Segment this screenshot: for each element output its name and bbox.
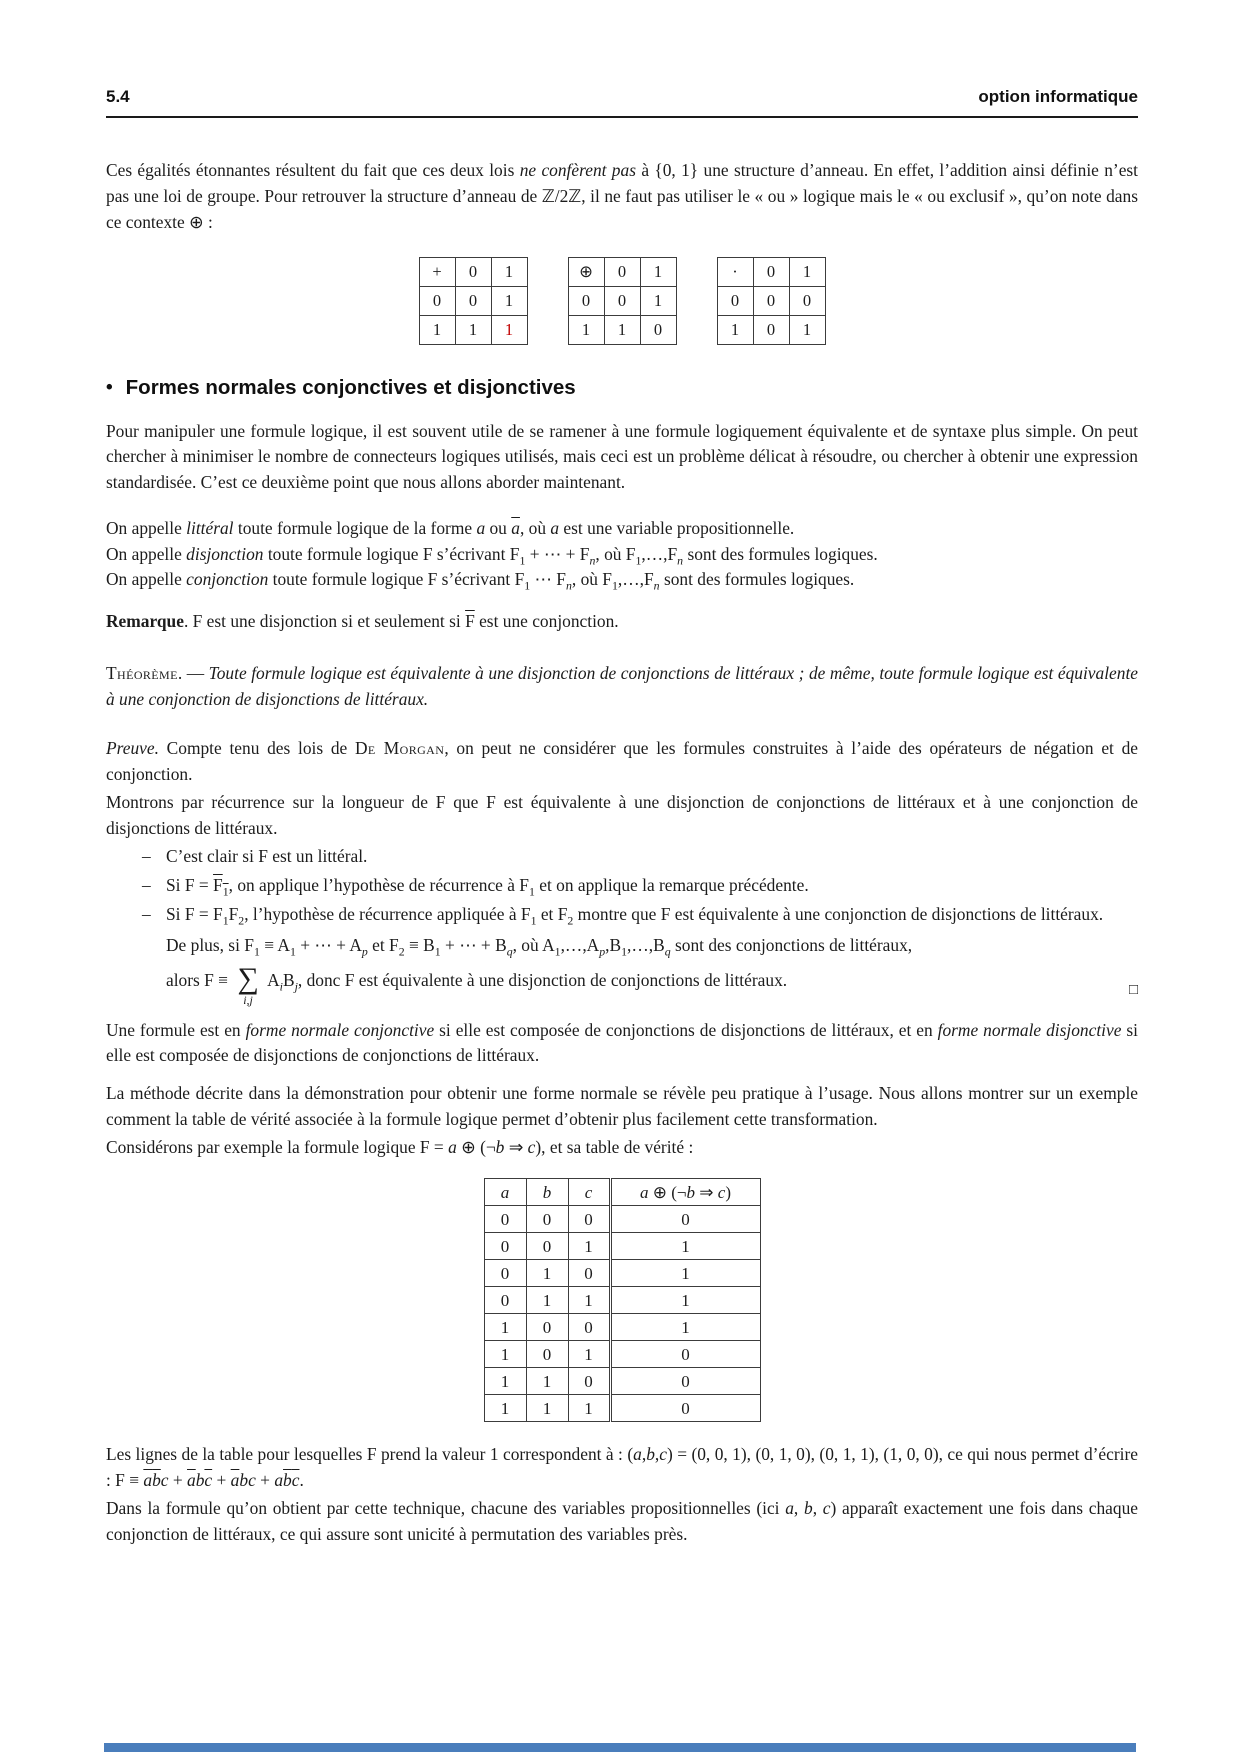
table-cell: 0 bbox=[484, 1206, 526, 1233]
definition-conjonction: On appelle conjonction toute formule logique F s’écrivant $F_1$ ⋯ $F_n$, où $F_1,\dots,F_n$ sont des formules logiques. bbox=[106, 569, 855, 593]
table-row bbox=[484, 1260, 760, 1287]
table-cell: 1 bbox=[610, 1233, 760, 1260]
table-cell: 0 bbox=[455, 258, 491, 287]
dash-icon: – bbox=[142, 875, 151, 896]
table-cell: 0 bbox=[526, 1341, 568, 1368]
list-item bbox=[142, 902, 1138, 928]
table-cell: 0 bbox=[568, 1206, 610, 1233]
qed-symbol: □ bbox=[1128, 982, 1138, 999]
dash-icon: – bbox=[142, 903, 151, 924]
definition-litteral: On appelle littéral toute formule logique de la forme a ou $\overline{a}$, où a est une variable propositionnelle. bbox=[106, 517, 795, 538]
list-item bbox=[142, 873, 1138, 899]
table-cell: 0 bbox=[568, 1260, 610, 1287]
table-row bbox=[568, 316, 676, 345]
table-cell: 1 bbox=[568, 1287, 610, 1314]
truth-table-header-row bbox=[484, 1179, 760, 1206]
table-cell: 1 bbox=[419, 316, 455, 345]
section-heading bbox=[106, 373, 1138, 403]
table-cell: 0 bbox=[789, 287, 825, 316]
table-cell: + bbox=[419, 258, 455, 287]
table-row bbox=[484, 1395, 760, 1422]
table-cell: 1 bbox=[610, 1314, 760, 1341]
table-body bbox=[717, 258, 825, 345]
table-cell: 0 bbox=[604, 287, 640, 316]
table-row bbox=[419, 258, 527, 287]
table-cell: 0 bbox=[484, 1287, 526, 1314]
table-row bbox=[568, 287, 676, 316]
table-cell: 0 bbox=[568, 1314, 610, 1341]
method-paragraph: La méthode décrite dans la démonstration pour obtenir une forme normale se révèle peu pratique à l’usage. Nous allons montrer sur un exemple comment la table de vérité associée à la formule logique permet d’obtenir plus facilement cette transformation. bbox=[106, 1083, 1138, 1129]
header-title: option informatique bbox=[978, 87, 1138, 106]
table-cell: 0 bbox=[610, 1395, 760, 1422]
table-row bbox=[484, 1233, 760, 1260]
table-row bbox=[717, 316, 825, 345]
footer-bar bbox=[104, 1743, 1136, 1752]
conclusion-formula: Les lignes de la table pour lesquelles F prend la valeur 1 correspondent à : (a,b,c) = (0, 0, 1), (0, 1, 0), (0, 1, 1), (1, 0, 0), ce qui nous permet d’écrire : $F \equiv \overline{a}\overline{b}c + \overline{a}b\overline{c} + \overline{a}bc + a\overline{b}\overline{c}$. bbox=[106, 1444, 1138, 1491]
table-cell: 0 bbox=[526, 1233, 568, 1260]
table-body bbox=[484, 1206, 760, 1422]
table-body bbox=[419, 258, 527, 345]
table-cell: 0 bbox=[419, 287, 455, 316]
table-cell: 1 bbox=[604, 316, 640, 345]
table-cell: 1 bbox=[789, 316, 825, 345]
table-row bbox=[484, 1287, 760, 1314]
table-row bbox=[484, 1368, 760, 1395]
list-item bbox=[142, 844, 1138, 870]
table-cell: 1 bbox=[526, 1368, 568, 1395]
normal-forms-definition: Une formule est en forme normale conjonctive si elle est composée de conjonctions de disjonctions de littéraux, et en forme normale disjonctive si elle est composée de disjonctions de conjonctions de littéraux. bbox=[106, 1019, 1138, 1066]
table-cell: 0 bbox=[610, 1368, 760, 1395]
dash-icon: – bbox=[142, 846, 151, 867]
table-body bbox=[568, 258, 676, 345]
section-number: 5.4 bbox=[106, 87, 130, 106]
table-row bbox=[568, 258, 676, 287]
table-cell: 1 bbox=[484, 1368, 526, 1395]
table-cell: 1 bbox=[640, 287, 676, 316]
bullet-icon: • bbox=[106, 376, 113, 398]
table-cell: 0 bbox=[753, 316, 789, 345]
example-intro: Considérons par exemple la formule logique F = a ⊕ (¬b ⇒ c), et sa table de vérité : bbox=[106, 1136, 694, 1157]
table-cell: 1 bbox=[526, 1260, 568, 1287]
table-cell: 0 bbox=[640, 316, 676, 345]
table-cell: ⊕ bbox=[568, 258, 604, 287]
table-cell: 1 bbox=[491, 316, 527, 345]
table-row bbox=[484, 1314, 760, 1341]
truth-table-header-cell: c bbox=[568, 1179, 610, 1206]
table-cell: 0 bbox=[753, 258, 789, 287]
theorem-statement: Théorème. — Toute formule logique est équivalente à une disjonction de conjonctions de littéraux ; de même, toute formule logique est équivalente à une conjonction de disjonctions de littéraux. bbox=[106, 662, 1139, 709]
table-cell: 0 bbox=[455, 287, 491, 316]
paragraph-manipulation: Pour manipuler une formule logique, il est souvent utile de se ramener à une formule logiquement équivalente et de syntaxe plus simple. On peut chercher à minimiser le nombre de connecteurs logiques utilisés, mais ceci est un problème délicat à résoudre, ou chercher à obtenir une expression standardisée. C’est ce deuxième point que nous allons aborder maintenant. bbox=[106, 420, 1138, 493]
op-table-plus bbox=[419, 257, 528, 345]
table-cell: 1 bbox=[610, 1260, 760, 1287]
table-cell: 1 bbox=[484, 1314, 526, 1341]
page-header bbox=[106, 84, 1138, 118]
remark-paragraph: Remarque. F est une disjonction si et seulement si $\overline{F}$ est une conjonction. bbox=[106, 611, 619, 632]
proof-induction: Montrons par récurrence sur la longueur de F que F est équivalente à une disjonction de conjonctions de littéraux et à une conjonction de disjonctions de littéraux. bbox=[106, 791, 1138, 838]
operation-tables bbox=[106, 257, 1138, 345]
table-cell: 0 bbox=[610, 1206, 760, 1233]
table-cell: 1 bbox=[491, 258, 527, 287]
table-cell: 1 bbox=[568, 1233, 610, 1260]
table-cell: 1 bbox=[455, 316, 491, 345]
table-row bbox=[419, 316, 527, 345]
table-row bbox=[484, 1206, 760, 1233]
proof-intro: Preuve. Compte tenu des lois de De Morgan, on peut ne considérer que les formules construites à l’aide des opérateurs de négation et de conjonction. bbox=[106, 738, 1138, 785]
table-cell: 1 bbox=[610, 1287, 760, 1314]
proof-sum-line: alors F ≡ ∑ i,j $A_iB_j$, donc F est équivalente à une disjonction de conjonctions de littéraux. bbox=[166, 962, 788, 1008]
truth-table-head bbox=[484, 1179, 760, 1206]
truth-table-header-cell: b bbox=[526, 1179, 568, 1206]
table-cell: 1 bbox=[491, 287, 527, 316]
table-cell: 1 bbox=[526, 1287, 568, 1314]
table-cell: 0 bbox=[753, 287, 789, 316]
proof-block bbox=[106, 736, 1138, 1008]
table-cell: 1 bbox=[568, 1341, 610, 1368]
table-cell: 0 bbox=[610, 1341, 760, 1368]
table-row bbox=[419, 287, 527, 316]
definition-disjonction: On appelle disjonction toute formule logique F s’écrivant $F_1$ + ⋯ + $F_n$, où $F_1,\dots,F_n$ sont des formules logiques. bbox=[106, 543, 878, 568]
table-cell: 0 bbox=[568, 1368, 610, 1395]
op-table-xor bbox=[568, 257, 677, 345]
table-cell: 0 bbox=[568, 287, 604, 316]
list-item-text: C’est clair si F est un littéral. bbox=[166, 846, 368, 867]
table-cell: 0 bbox=[604, 258, 640, 287]
table-row bbox=[484, 1341, 760, 1368]
section-title: Formes normales conjonctives et disjonctives bbox=[125, 376, 576, 400]
table-cell: 1 bbox=[568, 1395, 610, 1422]
list-item-text: Si $F = F_1F_2$, l’hypothèse de récurrence appliquée à $F_1$ et $F_2$ montre que F est équivalente à une conjonction de disjonctions de littéraux. bbox=[166, 903, 1104, 928]
intro-paragraph: Ces égalités étonnantes résultent du fait que ces deux lois ne confèrent pas à {0, 1} une structure d’anneau. En effet, l’addition ainsi définie n’est pas une loi de groupe. Pour retrouver la structure d’anneau de ℤ/2ℤ, il ne faut pas utiliser le « ou » logique mais le « ou exclusif », qu’on note dans ce contexte ⊕ : bbox=[106, 160, 1139, 232]
truth-table bbox=[484, 1178, 761, 1422]
proof-deplus: De plus, si $F_1 \equiv A_1$ + ⋯ + $A_p$ et $F_2 \equiv B_1$ + ⋯ + $B_q$, où $A_1,\dots,A_p,B_1,\dots,B_q$ sont des conjonctions de littéraux, bbox=[166, 934, 913, 959]
table-cell: 0 bbox=[526, 1206, 568, 1233]
table-cell: · bbox=[717, 258, 753, 287]
table-cell: 1 bbox=[717, 316, 753, 345]
uniqueness-paragraph: Dans la formule qu’on obtient par cette technique, chacune des variables propositionnelles (ici a, b, c) apparaît exactement une fois dans chaque conjonction de littéraux, ce qui assure sont unicité à permutation des variables près. bbox=[106, 1497, 1138, 1544]
table-cell: 0 bbox=[717, 287, 753, 316]
table-row bbox=[717, 287, 825, 316]
table-cell: 0 bbox=[484, 1260, 526, 1287]
table-cell: 0 bbox=[484, 1233, 526, 1260]
truth-table-header-cell: a ⊕ (¬b ⇒ c) bbox=[610, 1179, 760, 1206]
truth-table-header-cell: a bbox=[484, 1179, 526, 1206]
table-cell: 0 bbox=[526, 1314, 568, 1341]
table-cell: 1 bbox=[526, 1395, 568, 1422]
table-cell: 1 bbox=[484, 1341, 526, 1368]
op-table-and bbox=[717, 257, 826, 345]
list-item-text: Si $F = F_1$, on applique l’hypothèse de récurrence à $F_1$ et on applique la remarque précédente. bbox=[166, 875, 809, 899]
definitions-block bbox=[106, 516, 1138, 593]
table-cell: 1 bbox=[640, 258, 676, 287]
table-row bbox=[717, 258, 825, 287]
table-cell: 1 bbox=[568, 316, 604, 345]
table-cell: 1 bbox=[484, 1395, 526, 1422]
table-cell: 1 bbox=[789, 258, 825, 287]
